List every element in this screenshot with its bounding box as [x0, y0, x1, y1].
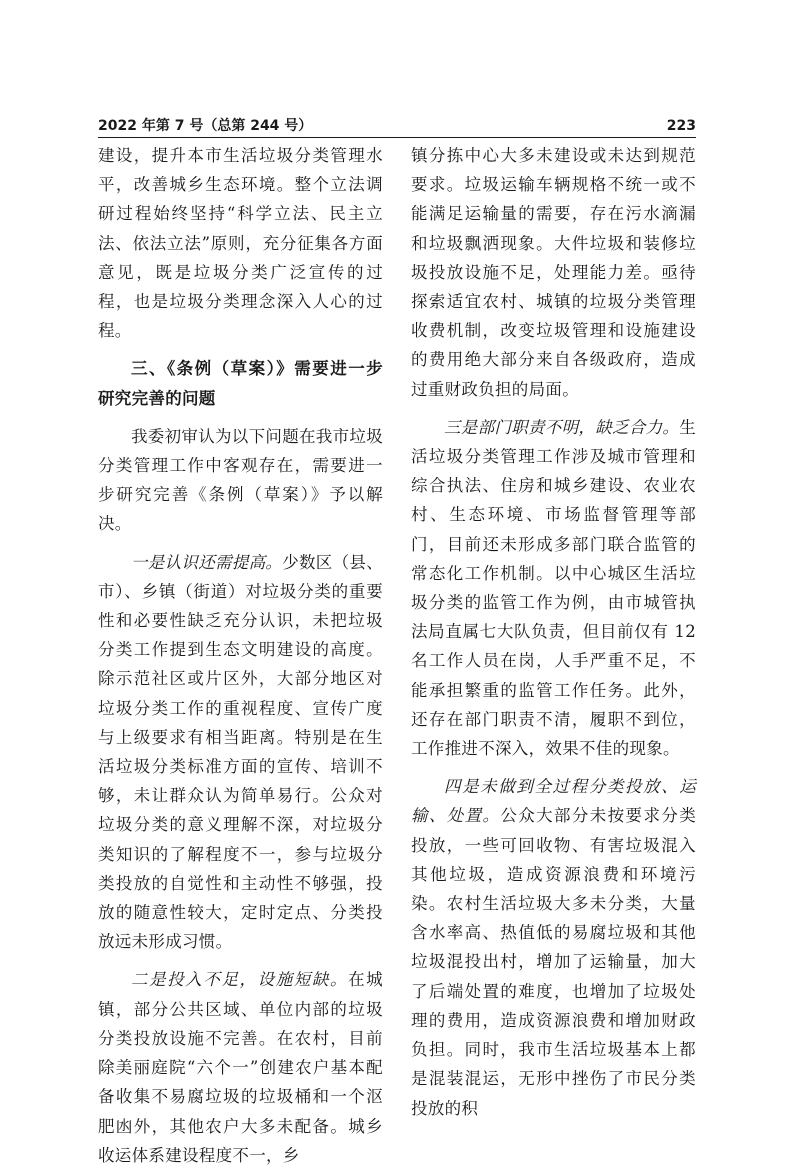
paragraph-item-3 [411, 413, 696, 763]
issue-label: 2022 年第 7 号（总第 244 号） [98, 118, 313, 134]
item-2-text: 在城镇，部分公共区域、单位内部的垃圾分类投放设施不完善。在农村，目前除美丽庭院“六个一”创建农户基本配备收集不易腐垃圾的垃圾桶和一个沤肥凼外，其他农户大多未配备。城乡收运体系建设程度不一，乡 [98, 970, 383, 1165]
section-heading: 三、《条例（草案）》需要进一步研究完善的问题 [98, 359, 383, 408]
paragraph-continued-right: 镇分拣中心大多未建设或未达到规范要求。垃圾运输车辆规格不统一或不能满足运输量的需要，存在污水滴漏和垃圾飘洒现象。大件垃圾和装修垃圾投放设施不足，处理能力差。亟待探索适宜农村、城镇的垃圾分类管理收费机制，改变垃圾管理和设施建设的费用绝大部分来自各级政府，造成过重财政负担的局面。 [411, 146, 696, 399]
paragraph-continued: 建设，提升本市生活垃圾分类管理水平，改善城乡生态环境。整个立法调研过程始终坚持“科学立法、民主立法、依法立法”原则，充分征集各方面意见，既是垃圾分类广泛宣传的过程，也是垃圾分类理念深入人心的过程。 [98, 146, 383, 341]
header-rule [98, 137, 696, 138]
item-4-lead: 四是未做到全过程分类投放、运输、处置。 [411, 777, 696, 826]
paragraph-item-2 [98, 965, 383, 1169]
item-1-text: 少数区（县、市）、乡镇（街道）对垃圾分类的重要性和必要性缺乏充分认识，未把垃圾分类工作提到生态文明建设的高度。除示范社区或片区外，大部分地区对垃圾分类工作的重视程度、宣传广度与上级要求有相当距离。特别是在生活垃圾分类标准方面的宣传、培训不够，未让群众认为简单易行。公众对垃圾分类的意义理解不深，对垃圾分类知识的了解程度不一，参与垃圾分类投放的自觉性和主动性不够强，投放的随意性较大，定时定点、分类投放远未形成习惯。 [98, 552, 384, 952]
item-2-lead: 二是投入不足，设施短缺。 [131, 970, 349, 990]
item-3-lead: 三是部门职责不明，缺乏合力。 [444, 417, 680, 437]
left-column [98, 141, 383, 1170]
item-3-text: 生活垃圾分类管理工作涉及城市管理和综合执法、住房和城乡建设、农业农村、生态环境、市场监督管理等部门，目前还未形成多部门联合监管的常态化工作机制。以中心城区生活垃圾分类的监管工作为例，由市城管执法局直属七大队负责，但目前仅有 12 名工作人员在岗，人手严重不足，不能承担繁重的监管工作任务。此外，还存在部门职责不清，履职不到位，工作推进不深入，效果不佳的现象。 [411, 417, 697, 759]
paragraph-item-1 [98, 548, 383, 957]
item-1-lead: 一是认识还需提高。 [131, 552, 283, 572]
right-column [411, 141, 696, 1123]
paragraph-item-4 [411, 772, 696, 1122]
page-number: 223 [666, 118, 696, 134]
page-header [98, 118, 696, 134]
item-4-text: 公众大部分未按要求分类投放，一些可回收物、有害垃圾混入其他垃圾，造成资源浪费和环境污染。农村生活垃圾大多未分类，大量含水率高、热值低的易腐垃圾和其他垃圾混投出村，增加了运输量，加大了后端处置的难度，也增加了垃圾处理的费用，造成资源浪费和增加财政负担。同时，我市生活垃圾基本上都是混装混运，无形中挫伤了市民分类投放的积 [411, 806, 696, 1118]
paragraph-intro: 我委初审认为以下问题在我市垃圾分类管理工作中客观存在，需要进一步研究完善《条例（草案）》予以解决。 [98, 426, 383, 534]
